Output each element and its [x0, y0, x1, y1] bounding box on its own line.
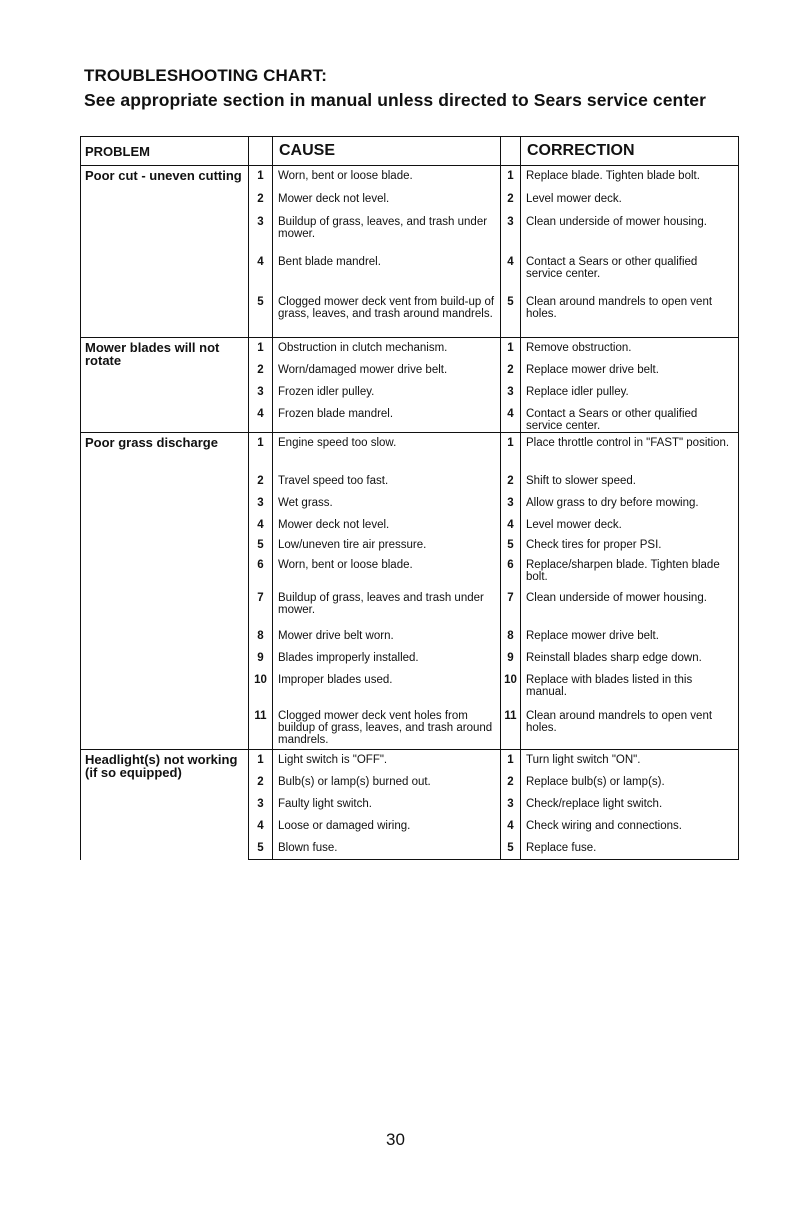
cause-number: 2 — [249, 360, 273, 382]
correction-text: Check tires for proper PSI. — [521, 535, 739, 555]
correction-text: Place throttle control in "FAST" position. — [521, 433, 739, 471]
cause-number: 5 — [249, 838, 273, 860]
cause-text: Worn, bent or loose blade. — [273, 166, 501, 189]
cause-text: Buildup of grass, leaves and trash under mower. — [273, 588, 501, 626]
correction-number: 1 — [501, 750, 521, 772]
correction-number: 5 — [501, 292, 521, 338]
cause-number: 3 — [249, 382, 273, 404]
cause-number: 6 — [249, 555, 273, 588]
cause-text: Mower deck not level. — [273, 515, 501, 535]
correction-text: Replace mower drive belt. — [521, 360, 739, 382]
cause-number: 4 — [249, 515, 273, 535]
cause-number: 8 — [249, 626, 273, 648]
cause-number: 10 — [249, 670, 273, 706]
cause-text: Light switch is "OFF". — [273, 750, 501, 772]
cause-text: Frozen idler pulley. — [273, 382, 501, 404]
cause-number: 4 — [249, 404, 273, 433]
correction-number: 1 — [501, 166, 521, 189]
cause-text: Blades improperly installed. — [273, 648, 501, 670]
correction-number: 9 — [501, 648, 521, 670]
cause-number: 5 — [249, 292, 273, 338]
correction-number: 4 — [501, 515, 521, 535]
correction-number: 4 — [501, 252, 521, 292]
correction-text: Contact a Sears or other qualified service center. — [521, 404, 739, 433]
page-number: 30 — [386, 1130, 405, 1149]
cause-number: 4 — [249, 816, 273, 838]
correction-text: Clean around mandrels to open vent holes. — [521, 706, 739, 750]
header-cause: CAUSE — [273, 137, 501, 166]
problem-cell: Poor grass discharge — [81, 433, 249, 750]
correction-text: Turn light switch "ON". — [521, 750, 739, 772]
cause-text: Travel speed too fast. — [273, 471, 501, 493]
correction-text: Level mower deck. — [521, 189, 739, 212]
cause-number: 2 — [249, 772, 273, 794]
correction-number: 3 — [501, 212, 521, 252]
cause-text: Engine speed too slow. — [273, 433, 501, 471]
correction-number: 3 — [501, 493, 521, 515]
correction-number: 5 — [501, 838, 521, 860]
correction-text: Contact a Sears or other qualified service center. — [521, 252, 739, 292]
cause-text: Loose or damaged wiring. — [273, 816, 501, 838]
correction-number: 2 — [501, 360, 521, 382]
cause-text: Clogged mower deck vent holes from buildup of grass, leaves, and trash around mandrels. — [273, 706, 501, 750]
header-correction-num — [501, 137, 521, 166]
cause-text: Mower drive belt worn. — [273, 626, 501, 648]
cause-text: Bulb(s) or lamp(s) burned out. — [273, 772, 501, 794]
problem-cell: Mower blades will not rotate — [81, 338, 249, 433]
cause-text: Low/uneven tire air pressure. — [273, 535, 501, 555]
correction-number: 6 — [501, 555, 521, 588]
header-problem: PROBLEM — [81, 137, 249, 166]
cause-number: 3 — [249, 493, 273, 515]
cause-number: 1 — [249, 338, 273, 360]
correction-number: 4 — [501, 404, 521, 433]
correction-text: Replace bulb(s) or lamp(s). — [521, 772, 739, 794]
table-row — [81, 750, 739, 772]
table-header-row — [81, 137, 739, 166]
correction-number: 4 — [501, 816, 521, 838]
cause-number: 2 — [249, 471, 273, 493]
cause-text: Faulty light switch. — [273, 794, 501, 816]
cause-text: Buildup of grass, leaves, and trash under mower. — [273, 212, 501, 252]
problem-cell: Headlight(s) not working (if so equipped) — [81, 750, 249, 860]
correction-text: Replace blade. Tighten blade bolt. — [521, 166, 739, 189]
table-row — [81, 166, 739, 189]
cause-number: 3 — [249, 794, 273, 816]
cause-number: 7 — [249, 588, 273, 626]
cause-text: Worn, bent or loose blade. — [273, 555, 501, 588]
table-row — [81, 338, 739, 360]
correction-number: 3 — [501, 794, 521, 816]
table-body — [81, 137, 739, 860]
correction-text: Replace with blades listed in this manual. — [521, 670, 739, 706]
correction-number: 2 — [501, 471, 521, 493]
cause-number: 4 — [249, 252, 273, 292]
cause-text: Worn/damaged mower drive belt. — [273, 360, 501, 382]
correction-text: Replace idler pulley. — [521, 382, 739, 404]
correction-text: Reinstall blades sharp edge down. — [521, 648, 739, 670]
cause-number: 1 — [249, 166, 273, 189]
cause-text: Clogged mower deck vent from build-up of grass, leaves, and trash around mandrels. — [273, 292, 501, 338]
troubleshooting-table — [80, 136, 739, 860]
correction-text: Replace/sharpen blade. Tighten blade bolt. — [521, 555, 739, 588]
cause-text: Obstruction in clutch mechanism. — [273, 338, 501, 360]
correction-text: Level mower deck. — [521, 515, 739, 535]
correction-text: Replace fuse. — [521, 838, 739, 860]
correction-text: Clean underside of mower housing. — [521, 212, 739, 252]
correction-text: Replace mower drive belt. — [521, 626, 739, 648]
correction-number: 2 — [501, 772, 521, 794]
correction-number: 10 — [501, 670, 521, 706]
chart-title: TROUBLESHOOTING CHART: — [84, 66, 328, 85]
correction-number: 3 — [501, 382, 521, 404]
correction-number: 11 — [501, 706, 521, 750]
correction-text: Allow grass to dry before mowing. — [521, 493, 739, 515]
correction-text: Clean underside of mower housing. — [521, 588, 739, 626]
cause-number: 11 — [249, 706, 273, 750]
correction-number: 2 — [501, 189, 521, 212]
cause-text: Blown fuse. — [273, 838, 501, 860]
cause-number: 5 — [249, 535, 273, 555]
cause-number: 1 — [249, 433, 273, 471]
correction-text: Clean around mandrels to open vent holes. — [521, 292, 739, 338]
correction-text: Check wiring and connections. — [521, 816, 739, 838]
header-cause-num — [249, 137, 273, 166]
cause-text: Wet grass. — [273, 493, 501, 515]
chart-subtitle: See appropriate section in manual unless directed to Sears service center — [84, 90, 706, 110]
correction-number: 1 — [501, 338, 521, 360]
correction-text: Shift to slower speed. — [521, 471, 739, 493]
correction-number: 7 — [501, 588, 521, 626]
cause-number: 9 — [249, 648, 273, 670]
problem-cell: Poor cut - uneven cutting — [81, 166, 249, 338]
cause-text: Bent blade mandrel. — [273, 252, 501, 292]
cause-number: 2 — [249, 189, 273, 212]
correction-number: 5 — [501, 535, 521, 555]
cause-number: 3 — [249, 212, 273, 252]
correction-text: Check/replace light switch. — [521, 794, 739, 816]
header-correction: CORRECTION — [521, 137, 739, 166]
cause-text: Mower deck not level. — [273, 189, 501, 212]
correction-number: 1 — [501, 433, 521, 471]
cause-text: Frozen blade mandrel. — [273, 404, 501, 433]
correction-number: 8 — [501, 626, 521, 648]
cause-number: 1 — [249, 750, 273, 772]
correction-text: Remove obstruction. — [521, 338, 739, 360]
table-row — [81, 433, 739, 471]
cause-text: Improper blades used. — [273, 670, 501, 706]
